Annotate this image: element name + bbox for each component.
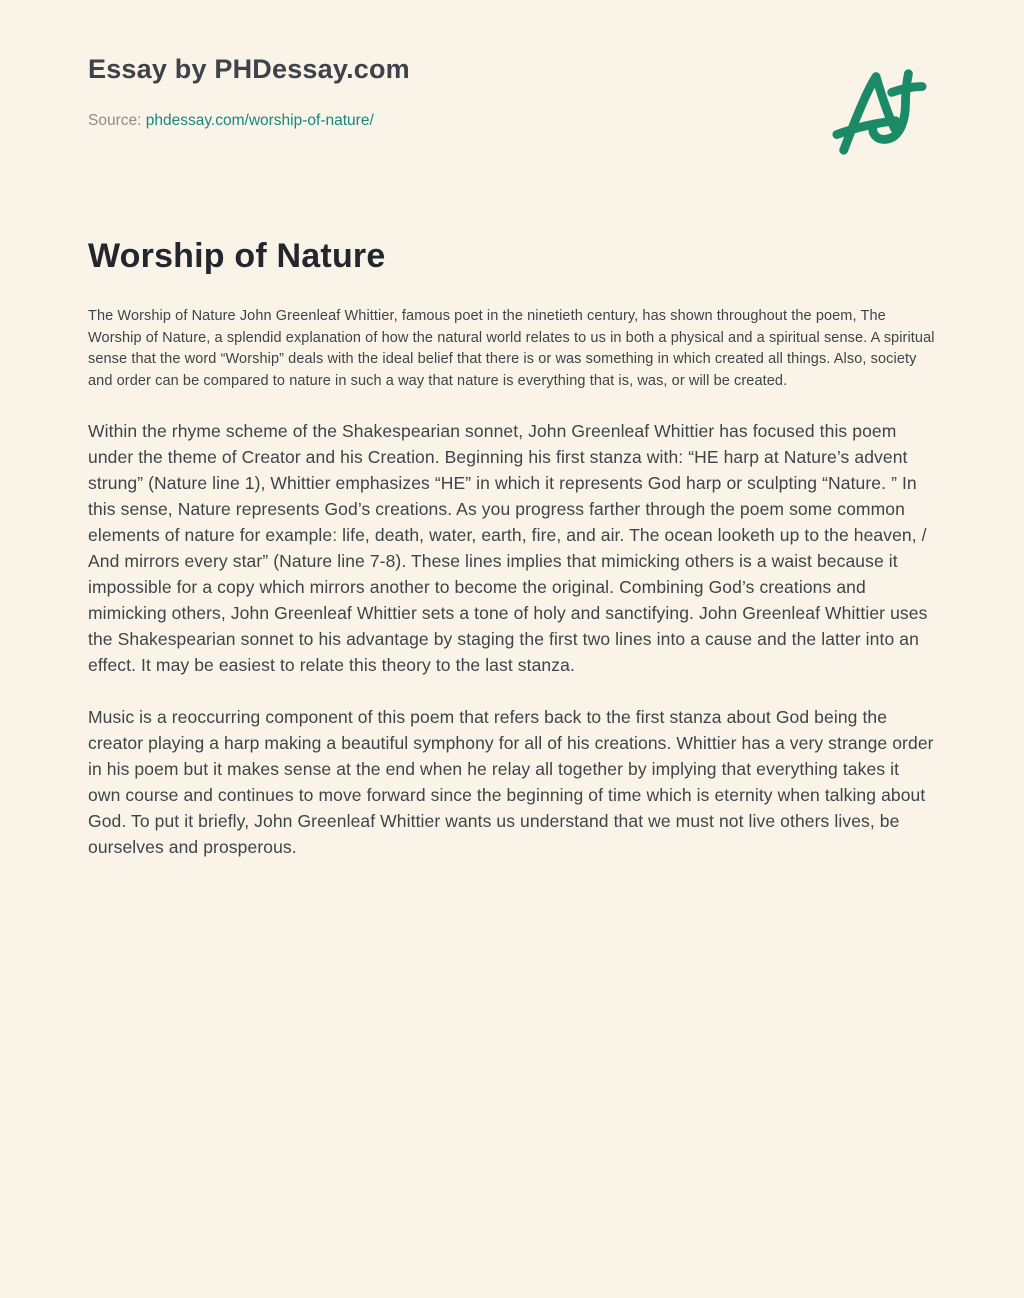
site-title: Essay by PHDessay.com	[88, 54, 410, 84]
source-label: Source:	[88, 112, 142, 129]
phdessay-a-plus-logo-icon	[828, 62, 930, 165]
essay-intro-paragraph: The Worship of Nature John Greenleaf Whittier, famous poet in the ninetieth century, has shown throughout the poem, The Worship of Nature, a splendid explanation of how the natural world relates to us in both a physical and a spiritual sense. A spiritual sense that the word “Worship” deals with the ideal belief that there is or was something in which created all things. Also, society and order can be compared to nature in such a way that nature is everything that is, was, or will be created.	[88, 308, 935, 389]
source-link[interactable]: phdessay.com/worship-of-nature/	[145, 112, 374, 129]
article-title: Worship of Nature	[88, 237, 386, 275]
essay-body-paragraph-1: Within the rhyme scheme of the Shakespearian sonnet, John Greenleaf Whittier has focused this poem under the theme of Creator and his Creation. Beginning his first stanza with: “HE harp at Nature’s advent strung” (Nature line 1), Whittier emphasizes “HE” in which it represents God harp or sculpting “Nature. ” In this sense, Nature represents God’s creations. As you progress farther through the poem some common elements of nature for example: life, death, water, earth, fire, and air. The ocean looketh up to the heaven, / And mirrors every star” (Nature line 7-8). These lines implies that mimicking others is a waist because it impossible for a copy which mirrors another to become the original. Combining God’s creations and mimicking others, John Greenleaf Whittier sets a tone of holy and sanctifying. John Greenleaf Whittier uses the Shakespearian sonnet to his advantage by staging the first two lines into a cause and the latter into an effect. It may be easiest to relate this theory to the last stanza.	[88, 421, 928, 675]
essay-body-paragraph-2: Music is a reoccurring component of this poem that refers back to the first stanza about God being the creator playing a harp making a beautiful symphony for all of his creations. Whittier has a very strange order in his poem but it makes sense at the end when he relay all together by implying that everything takes it own course and continues to move forward since the beginning of time which is eternity when talking about God. To put it briefly, John Greenleaf Whittier wants us understand that we must not live others lives, be ourselves and prosperous.	[88, 707, 934, 857]
header-text-block	[88, 48, 410, 130]
page-header	[88, 48, 936, 165]
source-line	[88, 112, 410, 130]
